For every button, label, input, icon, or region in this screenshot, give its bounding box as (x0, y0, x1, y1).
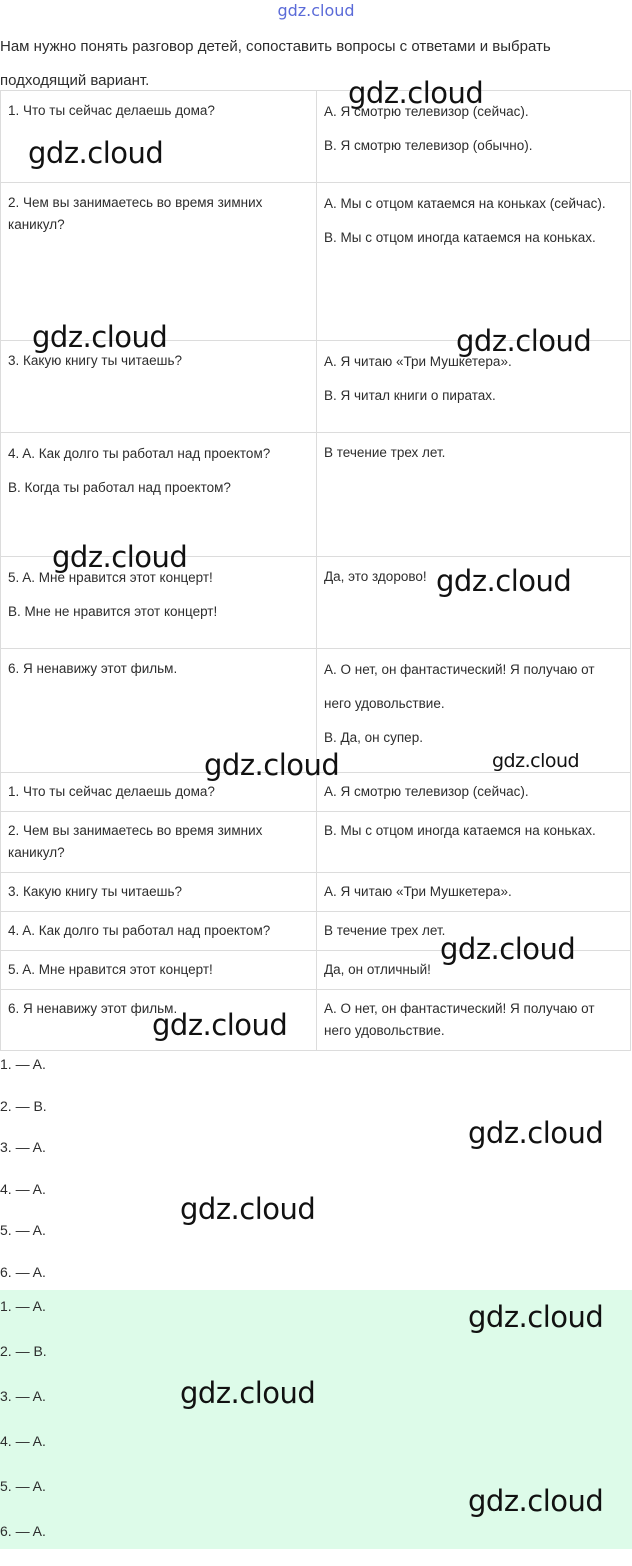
answer-cell (317, 183, 631, 341)
list-item: 4. — A. (0, 1433, 46, 1449)
list-item: 6. — A. (0, 1263, 46, 1280)
watermark: gdz.cloud (348, 76, 484, 110)
answer-list (0, 1054, 632, 1303)
list-item: 2. — B. (0, 1097, 47, 1114)
watermark: gdz.cloud (204, 748, 340, 782)
matching-table (0, 90, 631, 773)
watermark: gdz.cloud (492, 750, 580, 772)
answer-option: B. Мы с отцом иногда катаемся на коньках. (324, 230, 596, 245)
question-cell: 6. Я ненавижу этот фильм. (1, 990, 317, 1051)
watermark: gdz.cloud (468, 1300, 604, 1334)
question-cell (1, 433, 317, 557)
question-cell: 2. Чем вы занимаетесь во время зимних каникул? (1, 812, 317, 873)
list-item: 4. — A. (0, 1180, 46, 1197)
question-cell (1, 183, 317, 341)
question-cell: 4. A. Как долго ты работал над проектом? (1, 912, 317, 951)
question-cell (1, 341, 317, 433)
answer-option: B. Да, он супер. (324, 730, 423, 745)
table-row (1, 183, 631, 341)
watermark: gdz.cloud (436, 564, 572, 598)
answer-cell: A. О нет, он фантастический! Я получаю от него удовольствие. (317, 990, 631, 1051)
answer-cell: B. Мы с отцом иногда катаемся на коньках. (317, 812, 631, 873)
watermark: gdz.cloud (180, 1192, 316, 1226)
answer-cell (317, 649, 631, 773)
list-item: 3. — A. (0, 1139, 46, 1155)
watermark: gdz.cloud (456, 324, 592, 358)
answer-option: В течение трех лет. (324, 445, 446, 460)
watermark: gdz.cloud (440, 932, 576, 966)
watermark: gdz.cloud (180, 1376, 316, 1410)
table-row (1, 812, 631, 873)
answer-option: B. Я читал книги о пиратах. (324, 388, 496, 403)
question-cell: 5. A. Мне нравится этот концерт! (1, 951, 317, 990)
question-text: 2. Чем вы занимаетесь во время зимних каникул? (8, 195, 263, 232)
answer-cell: A. Я смотрю телевизор (сейчас). (317, 773, 631, 812)
question-text: 3. Какую книгу ты читаешь? (8, 353, 183, 368)
answer-option: A. Я смотрю телевизор (сейчас). (324, 104, 529, 119)
watermark: gdz.cloud (52, 540, 188, 574)
answer-cell: A. Я читаю «Три Мушкетера». (317, 873, 631, 912)
table-row (1, 433, 631, 557)
watermark: gdz.cloud (468, 1484, 604, 1518)
question-text: B. Когда ты работал над проектом? (8, 480, 231, 495)
list-item: 5. — A. (0, 1478, 46, 1494)
question-text: B. Мне не нравится этот концерт! (8, 604, 218, 619)
table-row (1, 990, 631, 1051)
answer-option: A. Я читаю «Три Мушкетера». (324, 354, 512, 369)
watermark: gdz.cloud (32, 320, 168, 354)
answer-option: B. Я смотрю телевизор (обычно). (324, 138, 533, 153)
answer-option: A. О нет, он фантастический! Я получаю от него удовольствие. (324, 662, 595, 711)
list-item: 3. — A. (0, 1388, 46, 1404)
watermark: gdz.cloud (468, 1116, 604, 1150)
question-text: 4. A. Как долго ты работал над проектом? (8, 446, 271, 461)
answer-cell: Да, он отличный! (317, 951, 631, 990)
answer-table (0, 772, 631, 1051)
question-text: 6. Я ненавижу этот фильм. (8, 661, 178, 676)
intro-text: Нам нужно понять разговор детей, сопоставить вопросы с ответами и выбрать подходящий вариант. (0, 38, 551, 89)
answer-option: A. Мы с отцом катаемся на коньках (сейчас). (324, 196, 606, 211)
table-row (1, 873, 631, 912)
list-item: 2. — B. (0, 1343, 47, 1359)
watermark: gdz.cloud (28, 136, 164, 170)
list-item: 6. — A. (0, 1523, 46, 1539)
list-item: 1. — A. (0, 1056, 46, 1072)
list-item: 1. — A. (0, 1298, 46, 1314)
answer-option: Да, это здорово! (324, 569, 427, 584)
question-text: 1. Что ты сейчас делаешь дома? (8, 103, 215, 118)
question-cell: 1. Что ты сейчас делаешь дома? (1, 773, 317, 812)
question-cell: 3. Какую книгу ты читаешь? (1, 873, 317, 912)
answer-cell (317, 433, 631, 557)
list-item: 5. — A. (0, 1222, 46, 1238)
watermark: gdz.cloud (152, 1008, 288, 1042)
question-text: 5. A. Мне нравится этот концерт! (8, 570, 213, 585)
answer-cell: В течение трех лет. (317, 912, 631, 951)
site-logo[interactable]: gdz.cloud (277, 1, 355, 20)
